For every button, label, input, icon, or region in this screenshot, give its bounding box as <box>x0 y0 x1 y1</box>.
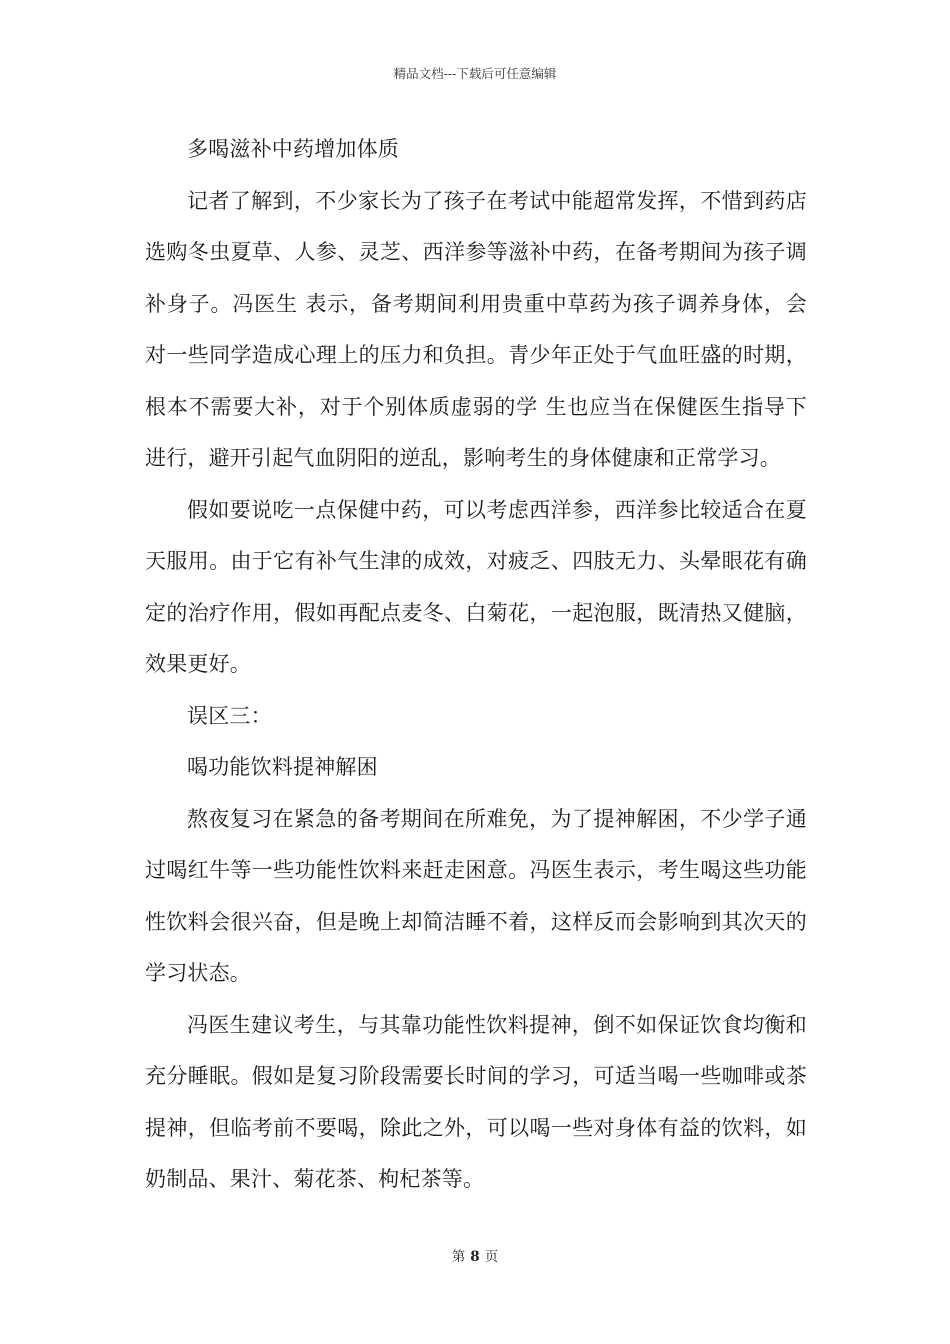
page-suffix: 页 <box>484 1249 499 1265</box>
section-heading: 多喝滋补中药增加体质 <box>187 137 399 161</box>
page-footer <box>0 1248 950 1266</box>
paragraph: 记者了解到，不少家长为了孩子在考试中能超常发挥，不惜到药店选购冬虫夏草、人参、灵芝、西洋参等滋补中药，在备考期间为孩子调补身子。冯医生 表示，备考期间利用贵重中草药为孩子调养身体，会对一些同学造成心理上的压力和负担。青少年正处于气血旺盛的时期，根本不需要大补，对于个别体质虚弱的学 生也应当在保健医生指导下进行，避开引起气血阴阳的逆乱，影响考生的身体健康和正常学习。 <box>145 188 807 470</box>
page-number: 8 <box>470 1249 480 1265</box>
paragraph: 假如要说吃一点保健中药，可以考虑西洋参，西洋参比较适合在夏天服用。由于它有补气生津的成效，对疲乏、四肢无力、头晕眼花有确定的治疗作用，假如再配点麦冬、白菊花，一起泡服，既清热又健脑，效果更好。 <box>145 497 807 676</box>
section-heading: 喝功能饮料提神解困 <box>187 755 378 779</box>
page-prefix: 第 <box>451 1249 466 1265</box>
section-heading: 误区三： <box>187 703 272 728</box>
paragraph: 熬夜复习在紧急的备考期间在所难免，为了提神解困，不少学子通过喝红牛等一些功能性饮料来赶走困意。冯医生表示，考生喝这些功能性饮料会很兴奋，但是晚上却简洁睡不着，这样反而会影响到其次天的学习状态。 <box>145 806 807 985</box>
paragraph: 冯医生建议考生，与其靠功能性饮料提神，倒不如保证饮食均衡和充分睡眠。假如是复习阶段需要长时间的学习，可适当喝一些咖啡或茶提神，但临考前不要喝，除此之外，可以喝一些对身体有益的饮料，如奶制品、果汁、菊花茶、枸杞茶等。 <box>145 1012 807 1191</box>
document-body <box>145 124 807 1206</box>
page-header: 精品文档---下载后可任意编辑 <box>393 66 557 81</box>
